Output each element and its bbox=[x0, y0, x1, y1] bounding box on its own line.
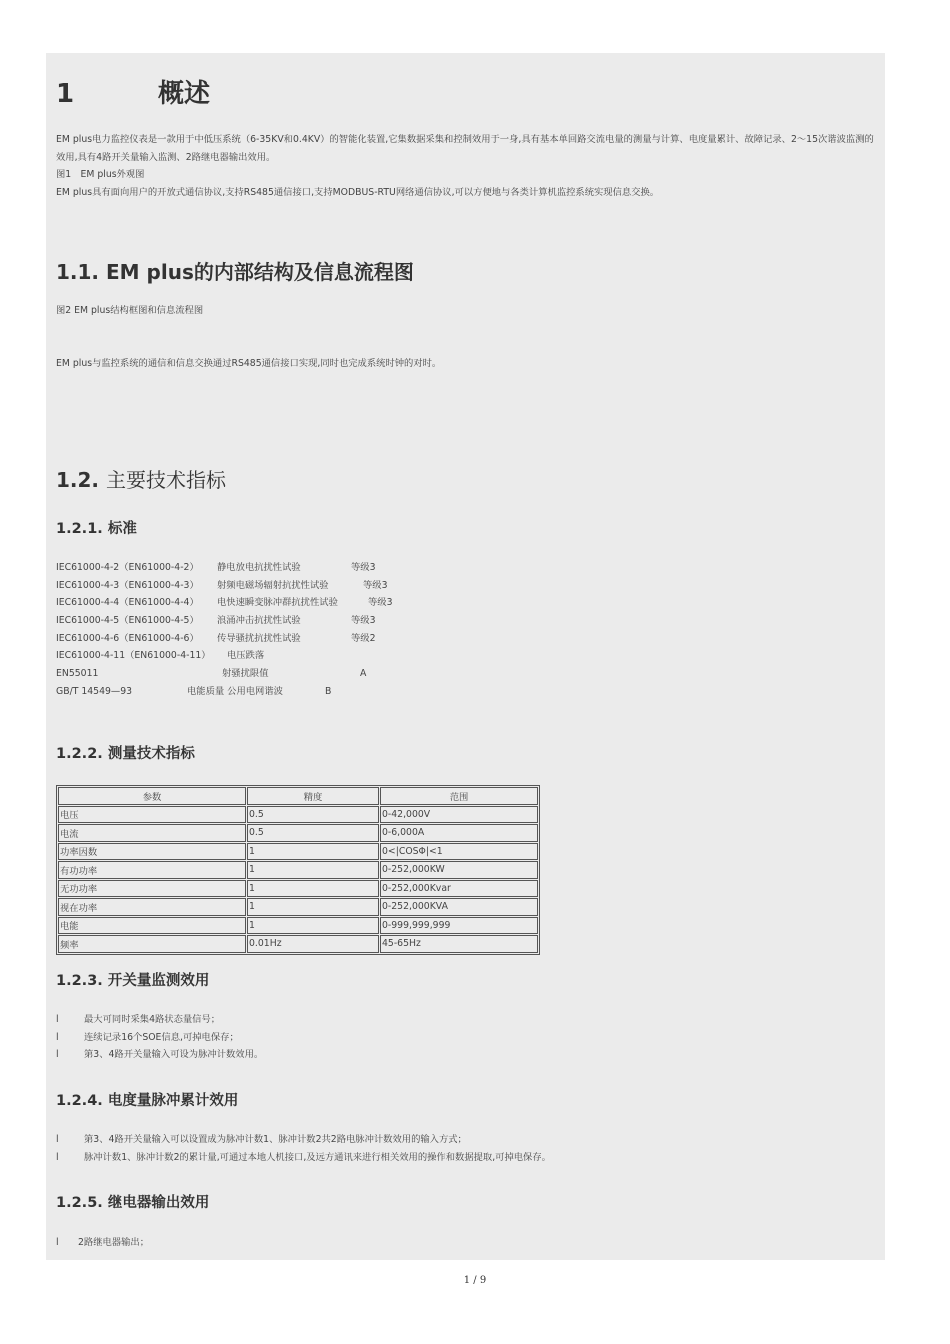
standard-code: IEC61000-4-4（EN61000-4-4） bbox=[56, 597, 199, 609]
page-number: 1 / 9 bbox=[463, 1275, 487, 1286]
cell-range: 0-252,000KVA bbox=[380, 898, 538, 916]
column-header-parameter: 参数 bbox=[58, 787, 246, 805]
cell-range: 45-65Hz bbox=[380, 935, 538, 953]
column-header-accuracy: 精度 bbox=[247, 787, 379, 805]
column-header-range: 范围 bbox=[380, 787, 538, 805]
cell-range: 0-252,000KW bbox=[380, 861, 538, 879]
standard-test: 浪涌冲击抗扰性试验 bbox=[217, 615, 301, 627]
section-1-1-title: EM plus的内部结构及信息流程图 bbox=[106, 260, 414, 284]
standard-level: 等级2 bbox=[351, 632, 376, 644]
chapter-number: 1 bbox=[56, 79, 75, 109]
standard-test: 电压跌落 bbox=[227, 650, 265, 662]
subsection-1-2-1-heading: 1.2.1. 标准 bbox=[56, 521, 137, 537]
cell-accuracy: 1 bbox=[247, 843, 379, 861]
cell-parameter: 无功功率 bbox=[58, 880, 246, 898]
cell-range: 0-42,000V bbox=[380, 806, 538, 824]
table-row bbox=[58, 880, 538, 898]
cell-accuracy: 1 bbox=[247, 880, 379, 898]
standard-code: EN55011 bbox=[56, 668, 99, 680]
subsection-1-2-4-heading: 1.2.4. 电度量脉冲累计效用 bbox=[56, 1093, 239, 1109]
intro-paragraph-2: EM plus具有面向用户的开放式通信协议,支持RS485通信接口,支持MODBUS-RTU网络通信协议,可以方便地与各类计算机监控系统实现信息交换。 bbox=[56, 187, 660, 198]
cell-accuracy: 1 bbox=[247, 917, 379, 935]
table-row bbox=[58, 824, 538, 842]
standard-level: 等级3 bbox=[363, 579, 388, 591]
cell-accuracy: 1 bbox=[247, 861, 379, 879]
cell-parameter: 电压 bbox=[58, 806, 246, 824]
standard-level: 等级3 bbox=[351, 562, 376, 573]
bullet-mark: l bbox=[56, 1049, 59, 1060]
list-item bbox=[56, 1046, 263, 1064]
list-item bbox=[56, 1131, 551, 1149]
subsection-1-2-3-heading: 1.2.3. 开关量监测效用 bbox=[56, 973, 210, 989]
standard-code: IEC61000-4-3（EN61000-4-3） bbox=[56, 579, 199, 591]
cell-accuracy: 0.5 bbox=[247, 824, 379, 842]
document-page bbox=[46, 53, 885, 1260]
list-item-text: 脉冲计数1、脉冲计数2的累计量,可通过本地人机接口,及远方通讯来进行相关效用的操作和数据提取,可掉电保存。 bbox=[84, 1151, 551, 1163]
bullet-mark: l bbox=[56, 1151, 59, 1163]
standard-test: 传导骚扰抗扰性试验 bbox=[217, 632, 301, 644]
table-header-row bbox=[58, 787, 538, 805]
section-1-1-heading bbox=[56, 256, 414, 285]
standard-code: IEC61000-4-6（EN61000-4-6） bbox=[56, 632, 199, 644]
standard-test: 电能质量 公用电网谐波 bbox=[187, 685, 283, 697]
standard-level: 等级3 bbox=[368, 597, 393, 609]
list-item bbox=[56, 1149, 551, 1167]
standard-level: A bbox=[360, 668, 367, 680]
list-item-text: 2路继电器输出； bbox=[78, 1237, 149, 1248]
standard-level: B bbox=[325, 685, 332, 697]
section-1-1-number: 1.1. bbox=[56, 260, 100, 284]
list-item bbox=[56, 1011, 263, 1029]
relay-output-list bbox=[56, 1234, 149, 1252]
standard-test: 静电放电抗扰性试验 bbox=[217, 562, 301, 573]
list-item bbox=[56, 1234, 149, 1252]
standard-code: IEC61000-4-2（EN61000-4-2） bbox=[56, 562, 199, 573]
cell-parameter: 电能 bbox=[58, 917, 246, 935]
bullet-mark: l bbox=[56, 1237, 59, 1248]
table-row bbox=[58, 861, 538, 879]
cell-parameter: 功率因数 bbox=[58, 843, 246, 861]
chapter-title: 概述 bbox=[158, 79, 211, 109]
subsection-1-2-2-heading: 1.2.2. 测量技术指标 bbox=[56, 746, 195, 762]
pulse-count-list bbox=[56, 1131, 551, 1166]
cell-accuracy: 1 bbox=[247, 898, 379, 916]
standard-test: 射频电磁场辐射抗扰性试验 bbox=[217, 579, 329, 591]
intro-paragraph-1: EM plus电力监控仪表是一款用于中低压系统（6-35KV和0.4KV）的智能化装置,它集数据采集和控制效用于一身,具有基本单回路交流电量的测量与计算、电度量累计、故障记录、2～15次谐波监测的效用,具有4路开关量输入监测、2路继电器输出效用。 bbox=[56, 134, 874, 163]
cell-range: 0<|COSΦ|<1 bbox=[380, 843, 538, 861]
section-1-1-paragraph: EM plus与监控系统的通信和信息交换通过RS485通信接口实现,同时也完成系统时钟的对时。 bbox=[56, 358, 442, 369]
figure-2-caption: 图2 EM plus结构框图和信息流程图 bbox=[56, 305, 204, 316]
list-item-text: 最大可同时采集4路状态量信号； bbox=[84, 1014, 221, 1025]
cell-parameter: 视在功率 bbox=[58, 898, 246, 916]
table-row bbox=[58, 806, 538, 824]
switch-monitoring-list bbox=[56, 1011, 263, 1064]
cell-parameter: 频率 bbox=[58, 935, 246, 953]
cell-accuracy: 0.5 bbox=[247, 806, 379, 824]
cell-range: 0-6,000A bbox=[380, 824, 538, 842]
list-item bbox=[56, 1029, 263, 1047]
bullet-mark: l bbox=[56, 1031, 59, 1043]
table-row bbox=[58, 917, 538, 935]
table-row bbox=[58, 843, 538, 861]
standard-code: GB/T 14549—93 bbox=[56, 685, 133, 697]
standard-code: IEC61000-4-11（EN61000-4-11） bbox=[56, 650, 211, 662]
standard-code: IEC61000-4-5（EN61000-4-5） bbox=[56, 615, 199, 627]
table-row bbox=[58, 898, 538, 916]
bullet-mark: l bbox=[56, 1014, 59, 1025]
cell-range: 0-999,999,999 bbox=[380, 917, 538, 935]
cell-parameter: 有功功率 bbox=[58, 861, 246, 879]
measurement-spec-table bbox=[56, 785, 540, 955]
section-1-2-heading bbox=[56, 464, 226, 493]
cell-parameter: 电流 bbox=[58, 824, 246, 842]
list-item-text: 第3、4路开关量输入可以设置成为脉冲计数1、脉冲计数2共2路电脉冲计数效用的输入方式； bbox=[84, 1134, 467, 1145]
table-row bbox=[58, 935, 538, 953]
chapter-heading bbox=[56, 73, 210, 110]
standard-level: 等级3 bbox=[351, 615, 376, 627]
cell-accuracy: 0.01Hz bbox=[247, 935, 379, 953]
section-1-2-number: 1.2. bbox=[56, 468, 100, 492]
list-item-text: 连续记录16个SOE信息,可掉电保存； bbox=[84, 1031, 239, 1043]
figure-1-caption: 图1 EM plus外观图 bbox=[56, 169, 145, 180]
section-1-2-title: 主要技术指标 bbox=[106, 468, 226, 492]
standard-test: 电快速瞬变脉冲群抗扰性试验 bbox=[217, 597, 338, 609]
cell-range: 0-252,000Kvar bbox=[380, 880, 538, 898]
list-item-text: 第3、4路开关量输入可设为脉冲计数效用。 bbox=[84, 1049, 264, 1060]
bullet-mark: l bbox=[56, 1134, 59, 1145]
subsection-1-2-5-heading: 1.2.5. 继电器输出效用 bbox=[56, 1195, 210, 1211]
standard-test: 射骚扰限值 bbox=[222, 668, 269, 680]
